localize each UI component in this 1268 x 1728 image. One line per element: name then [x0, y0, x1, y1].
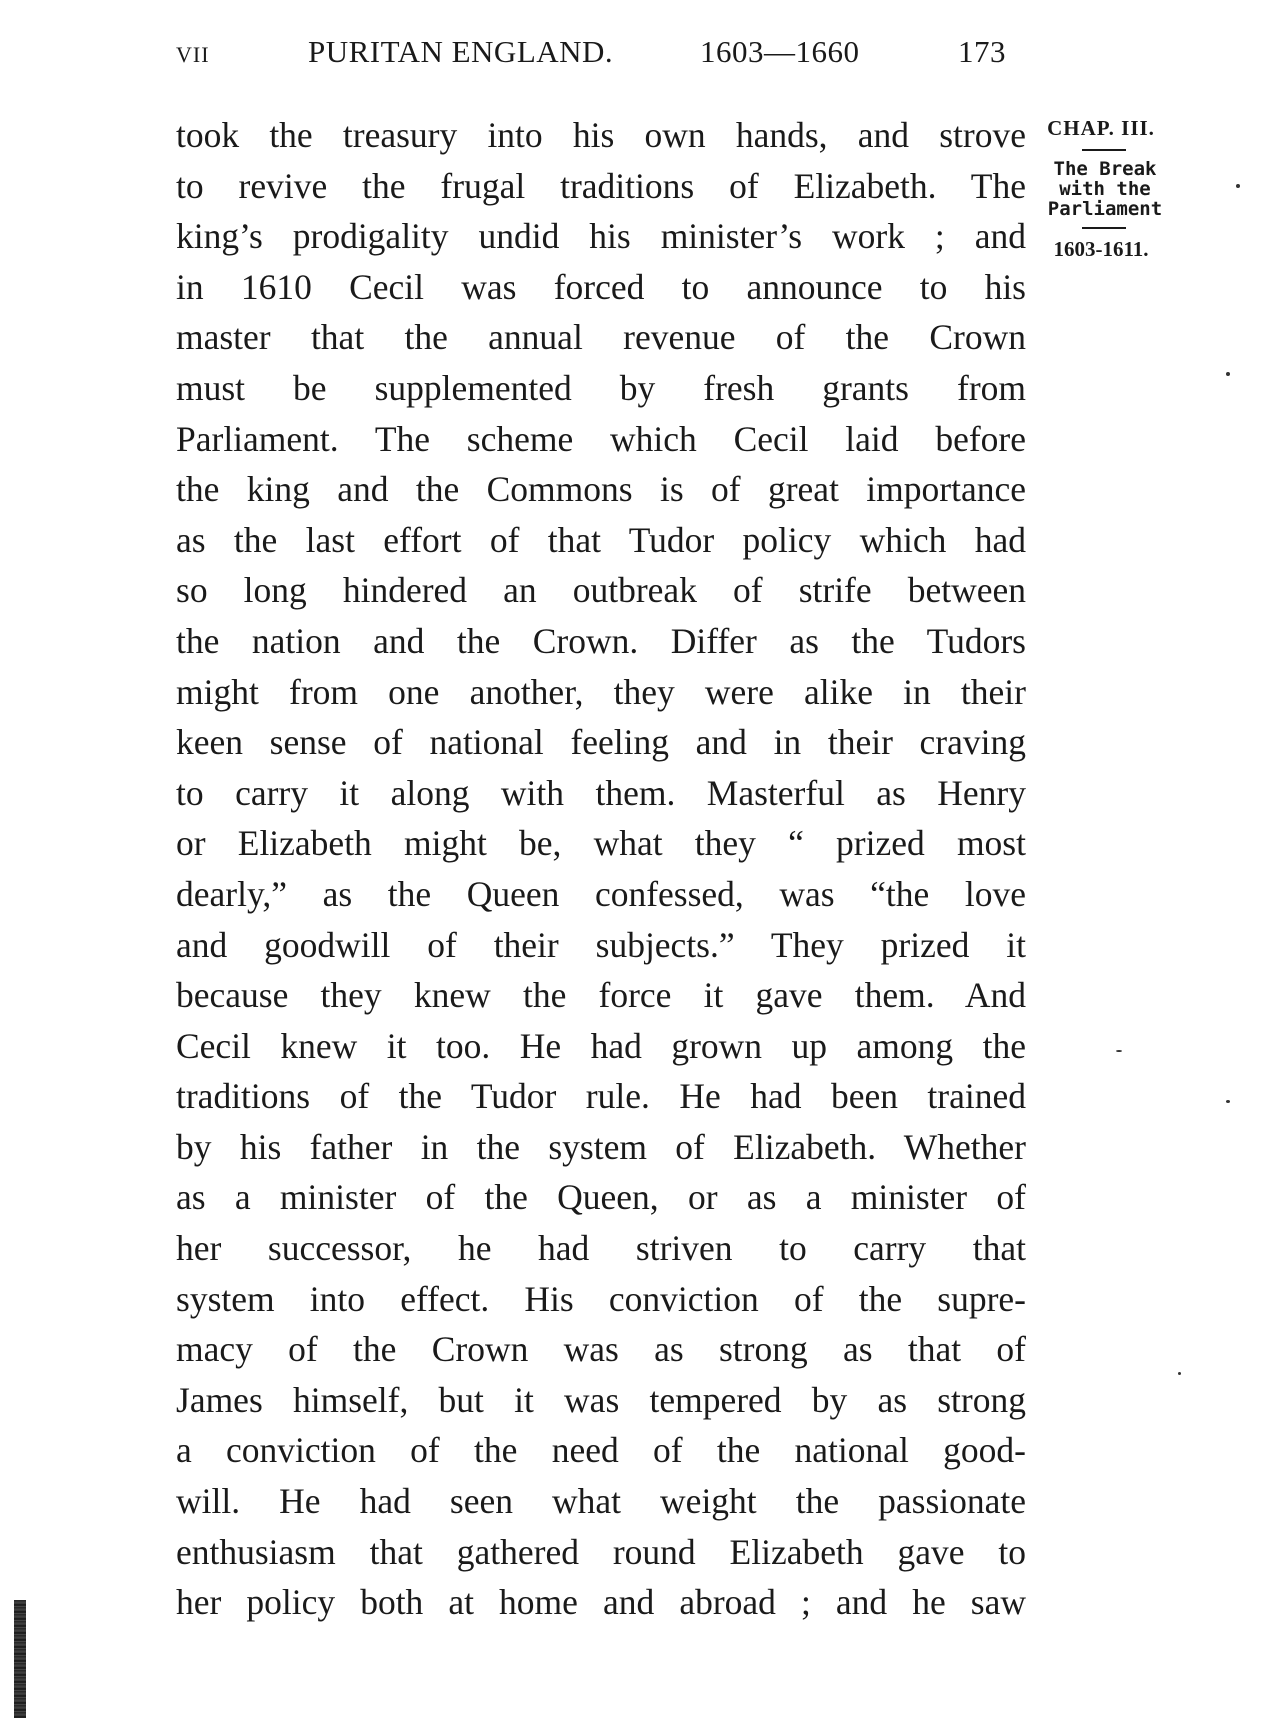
scan-speck	[1116, 1050, 1122, 1052]
text-line: to carry it along with them. Masterful as Henry	[176, 772, 1026, 813]
text-line: king’s prodigality undid his minister’s work ; and	[176, 216, 1026, 257]
header-title: PURITAN ENGLAND.	[308, 34, 614, 69]
scan-speck	[1236, 184, 1240, 188]
text-line: to revive the frugal traditions of Elizabeth. The	[176, 165, 1026, 206]
margin-years: 1603-1611.	[1053, 237, 1149, 261]
text-line: and goodwill of their subjects.” They prized it	[176, 924, 1026, 965]
header-chapter-number: VII	[176, 42, 210, 67]
body-text	[176, 110, 1026, 1628]
text-line: might from one another, they were alike in their	[176, 671, 1026, 712]
text-line: in 1610 Cecil was forced to announce to his	[176, 266, 1026, 307]
scan-speck	[1178, 1372, 1181, 1375]
text-line: the nation and the Crown. Differ as the Tudors	[176, 620, 1026, 661]
text-line: must be supplemented by fresh grants from	[176, 367, 1026, 408]
scan-speck	[1226, 372, 1230, 376]
text-line: Cecil knew it too. He had grown up among the	[176, 1025, 1026, 1066]
margin-note	[1036, 116, 1176, 262]
text-line: dearly,” as the Queen confessed, was “the love	[176, 873, 1026, 914]
running-header	[176, 34, 1026, 78]
text-line: the king and the Commons is of great importance	[176, 469, 1026, 510]
margin-chapter: CHAP. III.	[1047, 116, 1155, 140]
text-line: system into effect. His conviction of the supre-	[176, 1278, 1026, 1319]
scan-edge-mark	[14, 1600, 26, 1718]
page-number: 173	[958, 34, 1006, 69]
text-line: traditions of the Tudor rule. He had been trained	[176, 1076, 1026, 1117]
text-line: because they knew the force it gave them. And	[176, 975, 1026, 1016]
margin-topic-line: The Break	[1053, 158, 1157, 180]
margin-rule	[1082, 149, 1126, 151]
text-line: macy of the Crown was as strong as that of	[176, 1329, 1026, 1370]
text-line: enthusiasm that gathered round Elizabeth gave to	[176, 1531, 1026, 1572]
text-line: keen sense of national feeling and in their craving	[176, 722, 1026, 763]
margin-topic-line: with the	[1059, 178, 1151, 200]
margin-rule	[1082, 227, 1126, 229]
text-line: as a minister of the Queen, or as a minister of	[176, 1177, 1026, 1218]
text-line: as the last effort of that Tudor policy which had	[176, 519, 1026, 560]
text-line: so long hindered an outbreak of strife between	[176, 570, 1026, 611]
text-line: James himself, but it was tempered by as strong	[176, 1379, 1026, 1420]
text-line: Parliament. The scheme which Cecil laid before	[176, 418, 1026, 459]
text-line: her policy both at home and abroad ; and he saw	[176, 1582, 1026, 1623]
text-line: a conviction of the need of the national good-	[176, 1430, 1026, 1471]
text-line: or Elizabeth might be, what they “ prized most	[176, 823, 1026, 864]
text-line: master that the annual revenue of the Crown	[176, 317, 1026, 358]
header-dates: 1603—1660	[700, 34, 860, 69]
text-line: her successor, he had striven to carry that	[176, 1228, 1026, 1269]
text-line: by his father in the system of Elizabeth. Whether	[176, 1126, 1026, 1167]
margin-topic-line: Parliament	[1047, 198, 1163, 220]
text-line: took the treasury into his own hands, and strove	[176, 115, 1026, 155]
text-line: will. He had seen what weight the passionate	[176, 1481, 1026, 1522]
scan-speck	[1226, 1100, 1230, 1103]
